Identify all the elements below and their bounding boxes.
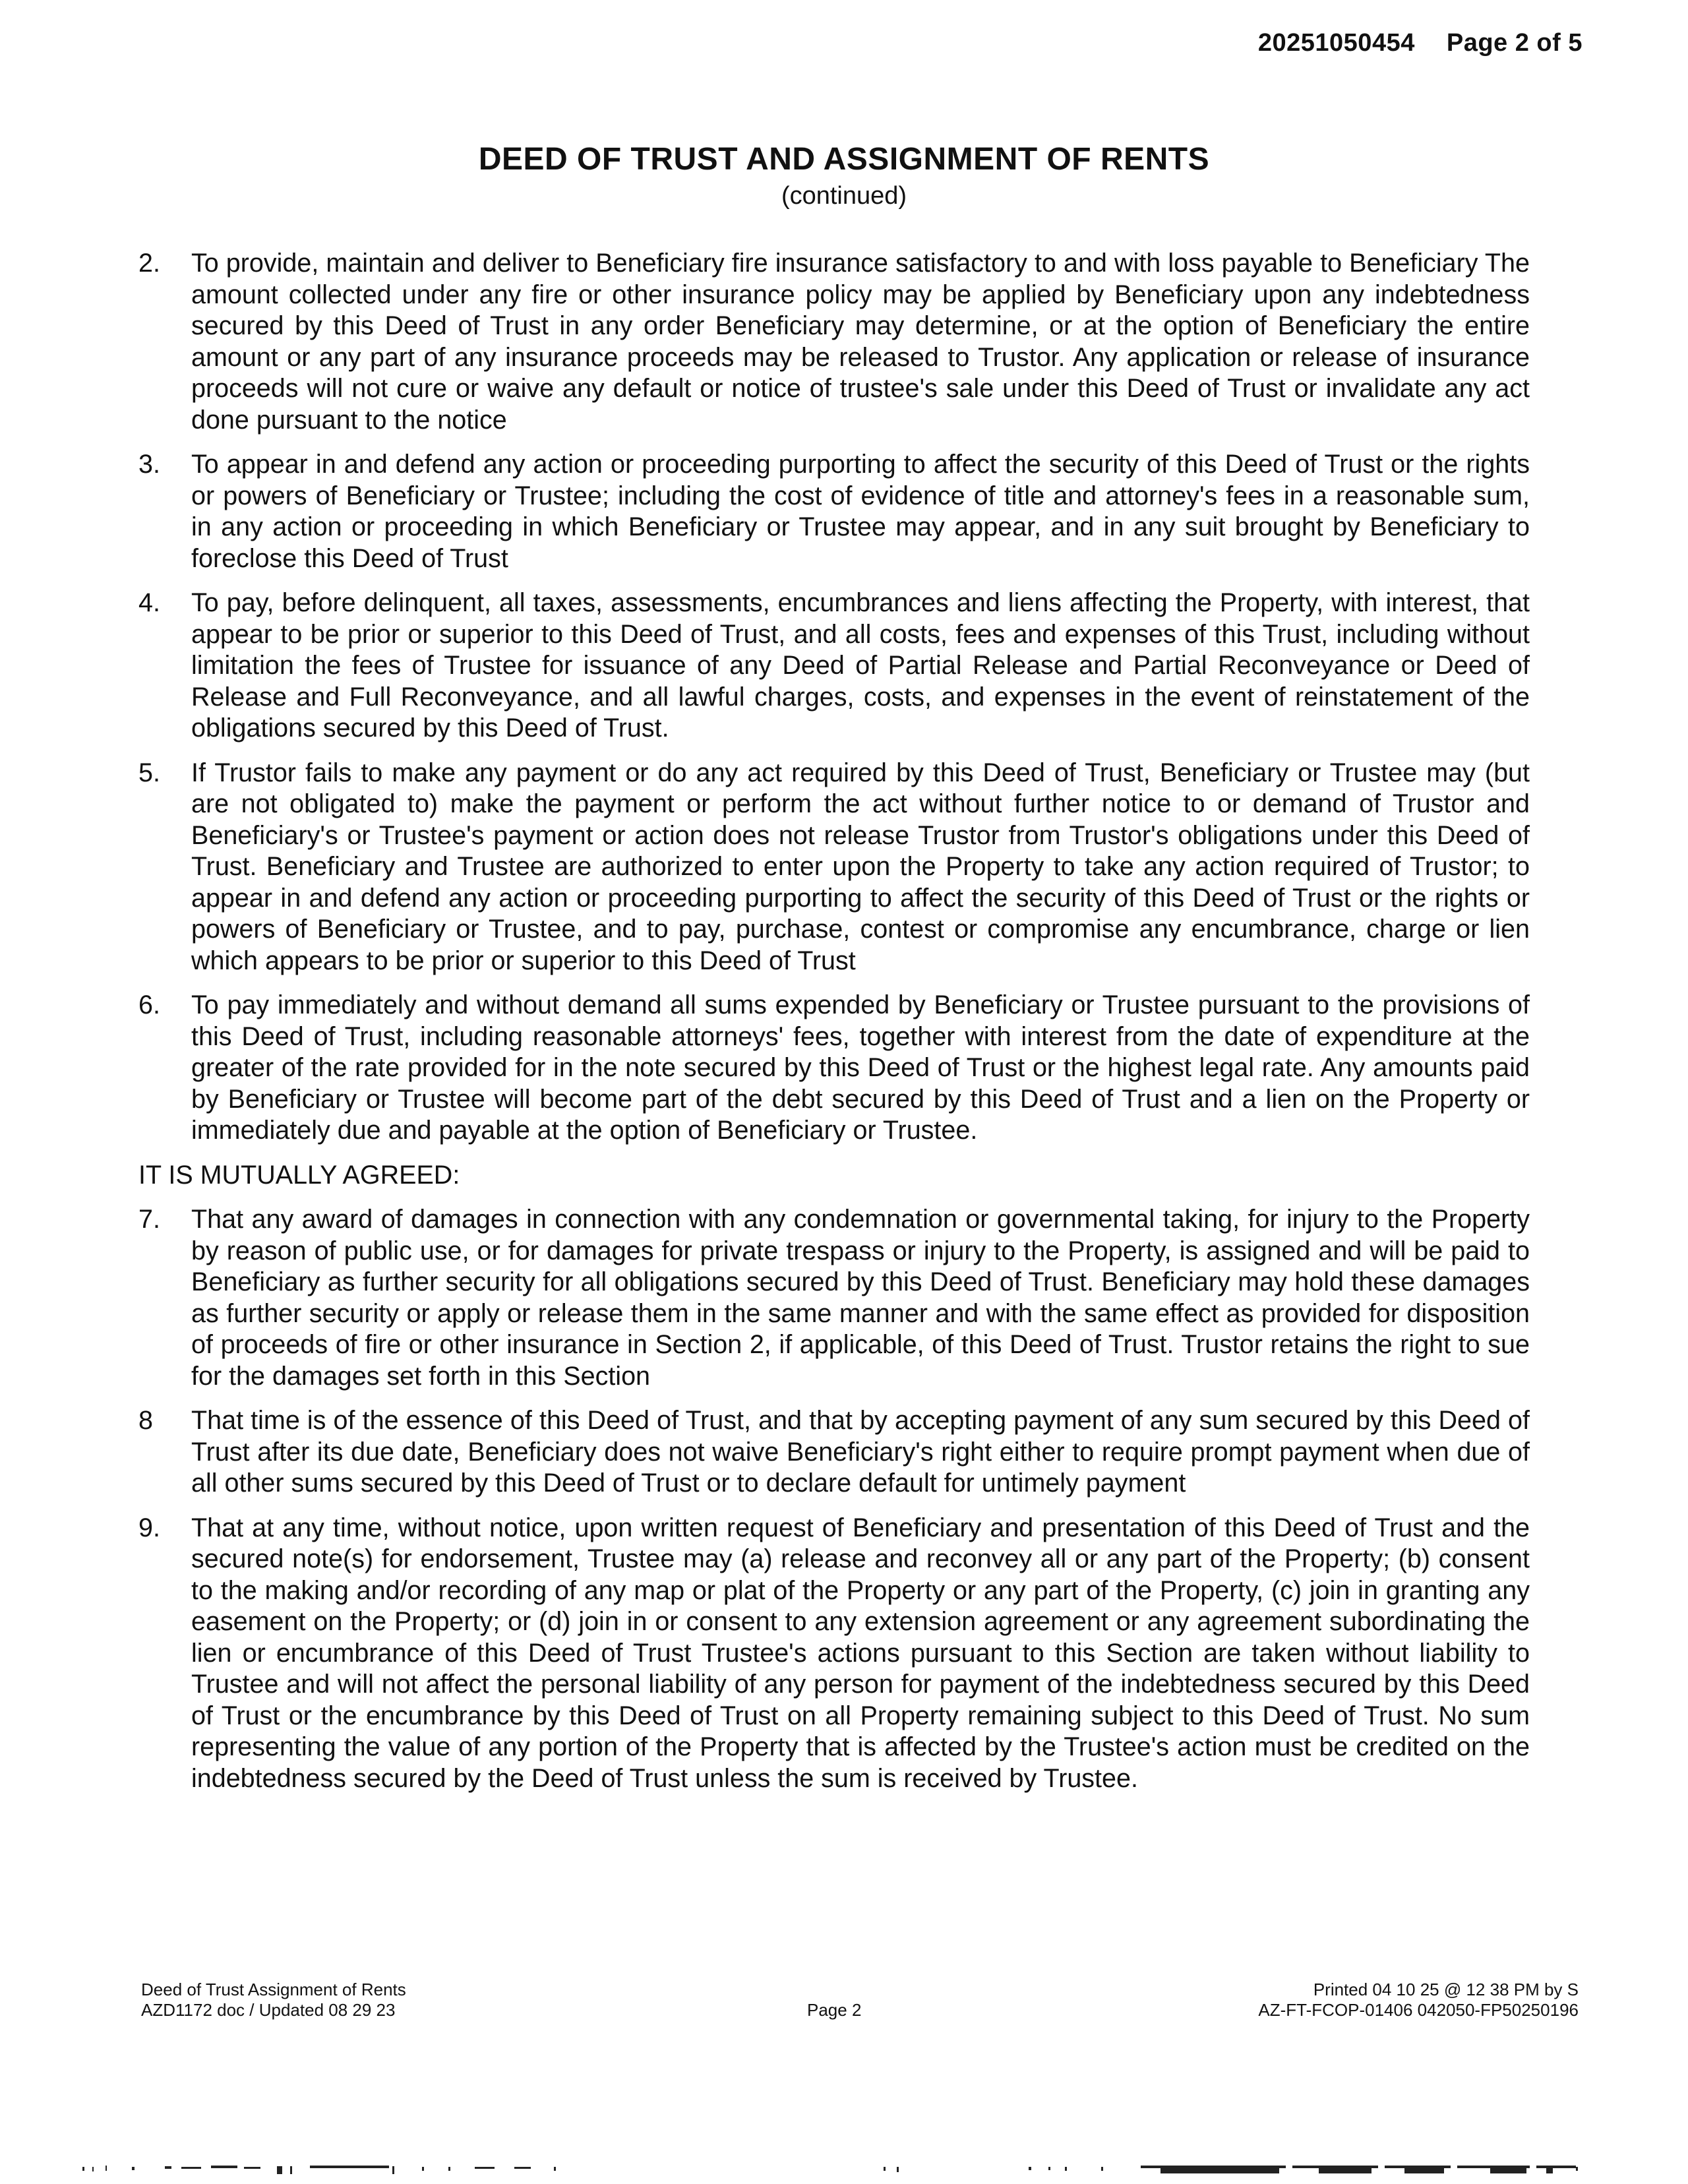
clause-7 xyxy=(138,1204,1530,1392)
clause-number: 9. xyxy=(138,1513,160,1542)
clause-text: That time is of the essence of this Deed of Trust, and that by accepting payment of any sum secured by this Deed of Trust after its due date, Beneficiary does not waive Beneficiary's right either to require prompt payment when due of all other sums secured by this Deed of Trust or to declare default for untimely payment xyxy=(191,1406,1530,1498)
clause-text: That any award of damages in connection with any condemnation or governmental taking, for injury to the Property by reason of public use, or for damages for private trespass or injury to the Property, is assigned and will be paid to Beneficiary as further security for all obligations secured by this Deed of Trust. Beneficiary may hold these damages as further security or apply or release them in the same manner and with the same effect as provided for disposition of proceeds of fire or other insurance in Section 2, if applicable, of this Deed of Trust. Trustor retains the right to sue for the damages set forth in this Section xyxy=(191,1205,1530,1391)
clause-text: To pay immediately and without demand all sums expended by Beneficiary or Trustee pursuant to the provisions of this Deed of Trust, including reasonable attorneys' fees, together with interest from the date of expenditure at the greater of the rate provided for in the note secured by this Deed of Trust or the highest legal rate. Any amounts paid by Beneficiary or Trustee will become part of the debt secured by this Deed of Trust and a lien on the Property or immediately due and payable at the option of Beneficiary or Trustee. xyxy=(191,990,1530,1145)
clause-8 xyxy=(138,1405,1530,1500)
document-number: 20251050454 xyxy=(1257,29,1415,57)
page-indicator: Page 2 of 5 xyxy=(1446,29,1582,57)
footer-file-reference: AZ-FT-FCOP-01406 042050-FP50250196 xyxy=(1258,2000,1579,2020)
document-body xyxy=(138,248,1530,1807)
clause-2 xyxy=(138,248,1530,436)
clause-number: 6. xyxy=(138,990,160,1019)
clause-number: 2. xyxy=(138,249,160,278)
footer-form-title: Deed of Trust Assignment of Rents xyxy=(141,1980,406,1999)
clause-number: 3. xyxy=(138,450,160,479)
clause-text: That at any time, without notice, upon written request of Beneficiary and presentation of this Deed of Trust and the secured note(s) for endorsement, Trustee may (a) release and reconvey all or any part of the Property; (b) consent to the making and/or recording of any map or plat of the Property or any part of the Property, (c) join in granting any easement on the Property; or (d) join in or consent to any extension agreement or any agreement subordinating the lien or encumbrance of this Deed of Trust Trustee's actions pursuant to this Section are taken without liability to Trustee and will not affect the personal liability of any person for payment of the indebtedness secured by this Deed of Trust or the encumbrance by this Deed of Trust on all Property remaining subject to this Deed of Trust. No sum representing the value of any portion of the Property that is affected by the Trustee's action must be credited on the indebtedness secured by the Deed of Trust unless the sum is received by Trustee. xyxy=(191,1513,1530,1793)
section-heading: IT IS MUTUALLY AGREED: xyxy=(138,1160,460,1190)
clause-9 xyxy=(138,1513,1530,1795)
scanner-artifact-marks xyxy=(0,2162,1688,2176)
title-block xyxy=(0,140,1688,212)
clause-3 xyxy=(138,449,1530,574)
document-title: DEED OF TRUST AND ASSIGNMENT OF RENTS xyxy=(478,142,1210,177)
clause-number: 7. xyxy=(138,1205,160,1234)
clause-text: To appear in and defend any action or proceeding purporting to affect the security of this Deed of Trust or the rights or powers of Beneficiary or Trustee; including the cost of evidence of title and attorney's fees in a reasonable sum, in any action or proceeding in which Beneficiary or Trustee may appear, and in any suit brought by Beneficiary to foreclose this Deed of Trust xyxy=(191,450,1530,573)
clause-number: 8 xyxy=(138,1406,153,1435)
clause-number: 4. xyxy=(138,588,160,617)
footer-printed-info: Printed 04 10 25 @ 12 38 PM by S xyxy=(1313,1980,1579,1999)
footer-page-number: Page 2 xyxy=(807,2000,862,2020)
clause-number: 5. xyxy=(138,758,160,787)
clause-6 xyxy=(138,990,1530,1147)
footer-right xyxy=(1258,1980,1579,2020)
clause-text: To pay, before delinquent, all taxes, assessments, encumbrances and liens affecting the Property, with interest, that appear to be prior or superior to this Deed of Trust, and all costs, fees and expenses of this Trust, including without limitation the fees of Trustee for issuance of any Deed of Partial Release and Partial Reconveyance or Deed of Release and Full Reconveyance, and all lawful charges, costs, and expenses in the event of reinstatement of the obligations secured by this Deed of Trust. xyxy=(191,588,1530,743)
document-subtitle: (continued) xyxy=(781,182,907,210)
page-header xyxy=(1258,29,1582,57)
footer-left xyxy=(141,1980,406,2020)
clause-text: If Trustor fails to make any payment or do any act required by this Deed of Trust, Beneficiary or Trustee may (but are not obligated to) make the payment or perform the act without further notice to or demand of Trustor and Beneficiary's or Trustee's payment or action does not release Trustor from Trustor's obligations under this Deed of Trust. Beneficiary and Trustee are authorized to enter upon the Property to take any action required of Trustor; to appear in and defend any action or proceeding purporting to affect the security of this Deed of Trust or the rights or powers of Beneficiary or Trustee, and to pay, purchase, contest or compromise any encumbrance, charge or lien which appears to be prior or superior to this Deed of Trust xyxy=(191,758,1530,975)
clause-5 xyxy=(138,758,1530,977)
clause-text: To provide, maintain and deliver to Beneficiary fire insurance satisfactory to and with loss payable to Beneficiary The amount collected under any fire or other insurance policy may be applied by Beneficiary upon any indebtedness secured by this Deed of Trust in any order Beneficiary may determine, or at the option of Beneficiary the entire amount or any part of any insurance proceeds may be released to Trustor. Any application or release of insurance proceeds will not cure or waive any default or notice of trustee's sale under this Deed of Trust or invalidate any act done pursuant to the notice xyxy=(191,249,1530,435)
footer-form-code: AZD1172 doc / Updated 08 29 23 xyxy=(141,2000,396,2020)
clause-4 xyxy=(138,588,1530,744)
